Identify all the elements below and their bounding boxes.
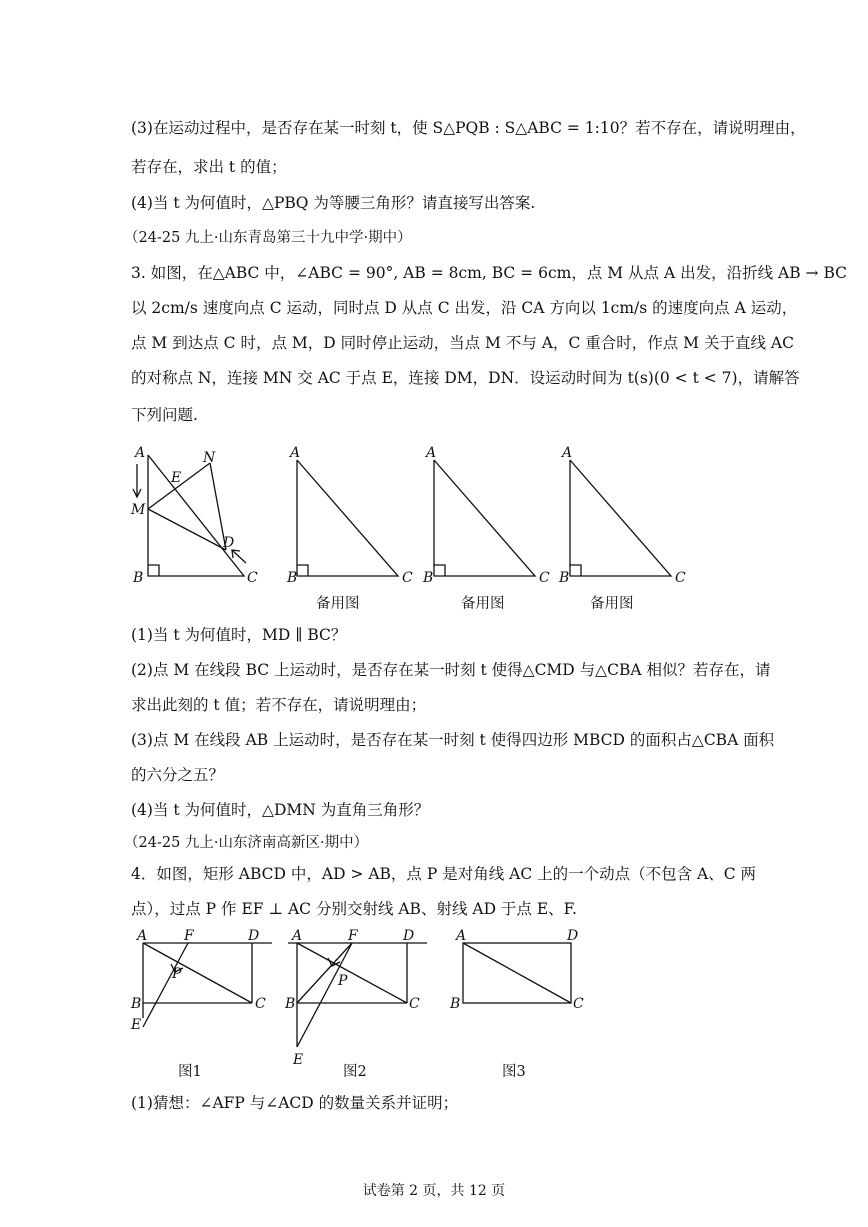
q4-f2-label-A: A	[292, 928, 303, 944]
q4-f1-label-F: F	[184, 928, 194, 944]
q3-backup-caption-2: 备用图	[461, 596, 505, 612]
q4-f1-label-E: E	[131, 1017, 142, 1033]
q4-part1: (1)猜想：∠AFP 与∠ACD 的数量关系并证明；	[131, 1094, 459, 1112]
q3-backup1-label-A: A	[290, 445, 301, 461]
q4-caption-fig2: 图2	[343, 1064, 367, 1080]
q3-backup3-label-A: A	[562, 445, 573, 461]
q4-f3-label-D: D	[567, 928, 579, 944]
q3-backup3-label-B: B	[559, 570, 570, 586]
q4-f2-label-F: F	[348, 928, 358, 944]
q3-part3-line2: 的六分之五？	[131, 766, 225, 784]
q3-label-D: D	[223, 535, 235, 551]
q3-backup-caption-3: 备用图	[590, 596, 634, 612]
q3-part2-line2: 求出此刻的 t 值；若不存在，请说明理由；	[131, 696, 427, 714]
q4-f2-label-B: B	[285, 996, 296, 1012]
q4-stem-line1: 4．如图，矩形 ABCD 中，AD > AB，点 P 是对角线 AC 上的一个动点（不包含 A、C 两	[131, 865, 757, 883]
q3-backup1-label-B: B	[287, 570, 298, 586]
q3-backup2-label-B: B	[423, 570, 434, 586]
q4-f2-label-D: D	[403, 928, 415, 944]
q4-f1-label-P: P	[172, 966, 182, 982]
q3-backup3-label-C: C	[675, 570, 686, 586]
q4-f3-label-A: A	[456, 928, 467, 944]
q3-label-C: C	[247, 570, 258, 586]
q2-part4: (4)当 t 为何值时，△PBQ 为等腰三角形？请直接写出答案.	[131, 194, 536, 212]
q4-f2-label-E: E	[293, 1052, 304, 1068]
q3-label-B: B	[133, 570, 144, 586]
q3-part3-line1: (3)点 M 在线段 AB 上运动时，是否存在某一时刻 t 使得四边形 MBCD 的面积占△CBA 面积	[131, 731, 775, 749]
q2-part3-line1: (3)在运动过程中，是否存在某一时刻 t，使 S△PQB : S△ABC = 1:10？若不存在，请说明理由，	[131, 119, 806, 137]
q4-f2-label-P: P	[338, 973, 348, 989]
page-footer: 试卷第 2 页，共 12 页	[362, 1183, 506, 1199]
q3-part2-line1: (2)点 M 在线段 BC 上运动时，是否存在某一时刻 t 使得△CMD 与△CBA 相似？若存在，请	[131, 661, 771, 679]
q4-stem-line2: 点），过点 P 作 EF ⊥ AC 分别交射线 AB、射线 AD 于点 E、F.	[131, 900, 577, 918]
q3-part4: (4)当 t 为何值时，△DMN 为直角三角形？	[131, 801, 430, 819]
q2-part3-line2: 若存在，求出 t 的值；	[131, 158, 287, 176]
q4-f1-label-D: D	[248, 928, 260, 944]
q4-caption-fig1: 图1	[178, 1064, 202, 1080]
q3-label-E: E	[171, 470, 182, 486]
q3-stem-line1: 3. 如图，在△ABC 中，∠ABC = 90°, AB = 8cm, BC = 6cm，点 M 从点 A 出发，沿折线 AB → BC	[131, 264, 847, 282]
source-q4: （24-25 九上·山东济南高新区·期中）	[124, 835, 369, 851]
q3-backup1-label-C: C	[402, 570, 413, 586]
q4-f3-label-C: C	[573, 996, 584, 1012]
q3-stem-line3: 点 M 到达点 C 时，点 M，D 同时停止运动，当点 M 不与 A，C 重合时，作点 M 关于直线 AC	[131, 334, 794, 352]
q4-f3-label-B: B	[450, 996, 461, 1012]
q3-part1: (1)当 t 为何值时，MD ∥ BC？	[131, 626, 347, 644]
q4-f2-label-C: C	[409, 996, 420, 1012]
q4-f1-label-B: B	[131, 996, 142, 1012]
q3-backup2-label-C: C	[539, 570, 550, 586]
source-q3: （24-25 九上·山东青岛第三十九中学·期中）	[124, 230, 412, 246]
q3-stem-line5: 下列问题.	[131, 406, 198, 424]
q4-f1-label-C: C	[255, 996, 266, 1012]
q3-label-M: M	[131, 502, 146, 518]
q3-backup-caption-1: 备用图	[316, 596, 360, 612]
q3-label-N: N	[203, 450, 216, 466]
q3-stem-line2: 以 2cm/s 速度向点 C 运动，同时点 D 从点 C 出发，沿 CA 方向以 1cm/s 的速度向点 A 运动，	[131, 299, 798, 317]
q4-f1-label-A: A	[137, 928, 148, 944]
q3-label-A: A	[135, 445, 146, 461]
q4-caption-fig3: 图3	[502, 1064, 526, 1080]
q3-backup2-label-A: A	[426, 445, 437, 461]
q3-stem-line4: 的对称点 N，连接 MN 交 AC 于点 E，连接 DM，DN．设运动时间为 t(s)(0 < t < 7)，请解答	[131, 369, 800, 387]
